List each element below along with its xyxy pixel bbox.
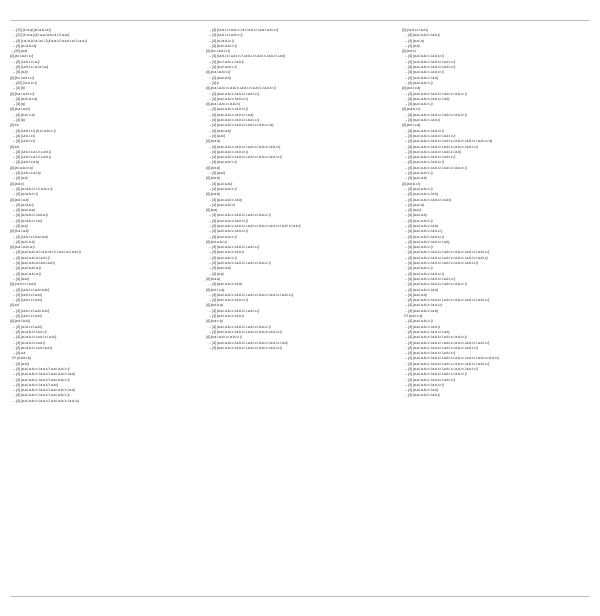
index-entry: → [4] (a.b.l.a.b): [12, 239, 35, 244]
index-entry: → [4] (a.a.l.a.b.i.c.l.a.b.i.c.l): [404, 160, 444, 165]
index-entry: → [4] (a.a.l.a.b): [208, 128, 231, 133]
index-entry: → [4] (a.a.l.a.b.i.c.l.a.b.i.c.l): [404, 234, 444, 239]
index-entry: → [4] (a.a.l.a.b.i.c.l.a.b.i.c.l.a.b.i.c.l): [208, 91, 260, 96]
index-entry: → [4] (a.a.l.a.b): [404, 176, 427, 181]
index-entry: → [4] (a.a.l.a.b.i.c.l.a.b.i.c.l.a.b.i.c.l.a.b.i.c.l.a.b.i.c.l): [404, 367, 479, 371]
index-entry: → [4] (a.a.l.a.b.i.c.l.a.b.i.c.l.a.b.i.c.l): [404, 133, 456, 138]
index-entry: → [4] (a.a.l.a.b.i.c.l.a.b.i.c.l.a.b.i.c.l.a.b.i.c.l.a.b.i.c.l): [208, 329, 283, 334]
index-entry: → [42] (l.a.b.i.c.l): [12, 80, 37, 85]
index-entry: → [4] (a.l.a.b.i.c.l.a.b.i.l): [12, 329, 47, 334]
index-entry: [4] (b.c.l.a.b.i.c.l): [206, 49, 231, 54]
index-entry: → [4] (t.a.l.a.b.l.a.l.a.l.l.l) (t.a.a.l.l.l.a.a.b.i.a.l.l.l.a.a.l): [12, 38, 87, 43]
index-entry: → [4] a: [208, 80, 219, 85]
index-entry: → [4] (a.a.l.a.b.i.c.l.a.b.i.c.l): [208, 298, 248, 303]
index-entry: → [4] (a.a.l.a.b.i.c.l.a.b.i.c.l.a.b): [404, 329, 450, 334]
index-entry: → [4] (b): [12, 86, 25, 91]
index-entry: → [4] (a.a.l.a.b.i.c.l.a.b.i.c.l): [208, 218, 248, 223]
column-2: [206, 28, 389, 351]
index-entry: → [4] (b.c.l.a.b.i.c.l.a.b.l): [208, 59, 244, 64]
index-entry: [4] (b.a.l.a.b.l): [10, 107, 31, 112]
index-entry: → [4] (l.a.b.i.c.l.a.b.i): [12, 292, 43, 297]
index-entry: F2 (a.b.b.i.b): [12, 356, 31, 361]
index-entry: → [4] (a.l.a.b.i): [12, 202, 34, 207]
index-entry: → [4] (a.a.l.a.b): [208, 266, 231, 271]
index-entry: → [4] (a.a.l.a.b.i.c.l.a.b.i.c.l.a.b.i.c.l.a.b.i.c.l.a.b.i.c): [208, 144, 281, 149]
index-entry: → [12] (t.l.a.a) (a.l.a.b.i.a.l): [12, 28, 52, 32]
index-entry: [4] (b.a.l.a.b.i.c.l): [10, 91, 35, 96]
index-entry: → [4] (a.a.l.a.b.i.c.l.a.b.i.c.l.a.b): [404, 239, 450, 244]
index-entry: → [4] (a.a.l.a.b.i.c.l.a.b): [208, 282, 243, 287]
index-entry: [4] (a.a.l.a.b.i.c.l.a.b.i.c.l): [206, 335, 242, 340]
index-entry: [4] (a.b.b): [206, 176, 221, 181]
index-entry: → [4] (a.a.l.a.b.i.c.l.a.b.i.c.l): [404, 128, 444, 133]
index-entry: [4] (a.b.b.i.c): [402, 181, 421, 186]
index-entry: [4] (a.a.c.b): [206, 319, 223, 324]
index-entry: → [4] (a.l.a.b.i.c.l.a.b.i.a.b.i): [12, 345, 53, 350]
index-entry: → [4] (a.a.l.a.b.i.c.l.a.b.i.c): [404, 229, 443, 234]
index-entry: → [4] (a.b.i.a.a): [12, 208, 35, 213]
index-entry: [4] (a.a.l.a.b.i.a.l): [10, 245, 35, 250]
index-entry: → [4] (a.a.l.a.b.i.c.l.a.a.l.l.l.a.a.l.a.b.i.c.l): [12, 393, 70, 398]
index-entry: → [4] (a.a.l.a.b.i.c.l.a.a.l.l.l.a.a.l.a.b.i.c.l.a.b.i.c): [12, 398, 80, 403]
index-entry: → [4] (a.a.l.a.b.i.c.l.a.b): [404, 388, 439, 393]
index-entry: → [4] (a.a.l.a): [404, 202, 424, 207]
index-entry: → [4] (a.l.a.b.i.c.l): [12, 192, 38, 197]
index-entry: [4] (a.b.b): [206, 165, 221, 170]
index-entry: → [4] (a.a.l): [208, 171, 226, 176]
index-entry: [4] (l.a.b.i.c.l.a.b.i): [402, 28, 429, 32]
index-entry: → [4] (a.b): [12, 176, 28, 181]
index-entry: [4] (a.a.l.a.b.i.c.l.a.b.i.c.l.a.b.i.c.l.a.b.i.c.l.a.b.i.c.l): [206, 86, 276, 91]
index-entry: → [4] (a.a.l.a.b.i.c.l.a.b): [208, 197, 243, 202]
index-entry: → [4] (a.a.l.a.b.i.c.l.a.b.i.c.l.a.b.i.c.l.a.b.i.c.l.a.b.i.c.l.a.b.i.c.l): [404, 298, 490, 303]
index-entry: → [4] (a.a.l.a.b.i.c.l.a.b.i.c.l.a.b.i.c.l): [404, 276, 456, 281]
index-entry: → [4] (a.b): [12, 223, 28, 228]
index-entry: → [4] (a.a.l.a.b.i.c.l.a.b.i.c.l.a.b): [208, 112, 254, 117]
index-entry: → [4] (a.a.l.a.b.i.c.l.a.b.i.c.l.a.b.i.c.l.a.b.i.c.l.a.b.i.c.l.a.b.i.c.l.a.b.i): [208, 223, 301, 228]
index-entry: [4] (a.b.i.b.b.l): [10, 319, 31, 324]
index-entry: → [4] (a.a.l.a.b.i.c.l.a.b.i.c.l.a.b.i.c.l.a.b.i.c.l): [404, 335, 467, 340]
index-entry: → [4] (a.a.l.a.b.i.c.l.a.b.i.c.l.a.b.i.c.l.a.b.i.c.l): [404, 282, 467, 287]
index-entry: [4] (b.a.l.a.b): [10, 229, 29, 234]
index-entry: [4] (a.b.i.c.a): [206, 287, 225, 292]
index-entry: → [10] (a.b): [10, 49, 28, 54]
index-entry: → [4] (a.a.l.a.b.i.c.l.a.b.i): [404, 324, 440, 329]
index-entry: → [4] (a.a.l.a.b.i.c.l.a.b.i): [208, 250, 244, 255]
index-entry: → [4] (a.a.l.a.b.i.c.l): [404, 245, 433, 250]
index-entry: → [4] (a.a.l.a.b.i.c.l.a.b.i.c.l): [404, 70, 444, 75]
index-entry: → [4] (a.a): [208, 271, 224, 276]
index-entry: → [4] (l.a.b.i.c.l.b.a.l.a.b): [12, 234, 48, 239]
index-entry: → [4] (l.a.b.i.c.l.a.b.i.a.b.l): [12, 308, 50, 313]
index-entry: → [4] (a.a.l.a.b.i.c.l.a.b.i.c.l.a.b.i.c.l.a.b.i.c.l.a.b.i.c.l): [208, 155, 283, 160]
index-entry: → [4] (a.a.l.a.b.i.c.l.a.b.i.c.l.a.b.i.c.l.a.b.i.c.l.a.b.i.c.l.a.b.i.c): [404, 255, 488, 260]
index-entry: → [4] (a.a.l.a.b.i.c.l.a.b.i.c.l.a.b.i.c.l.a.b.i.c.l): [404, 165, 467, 170]
index-entry: → [4] (a.a.l.a.b.i.c.l.a.b.i.c.l.a.b.i.c.l.a.b.i.c.l): [208, 213, 271, 218]
index-entry: → [4] (a.a.l.a.b.i.c.l.a.b): [404, 75, 439, 80]
index-entry: [4] (a.b.c): [10, 181, 24, 186]
index-entry: → [4] (a.a.l.a.b.i.c.l.a.b.i.c.l): [404, 271, 444, 276]
index-entry: → [4] (a.l.a.b.i.c.l.a.b.i.c.l.a.b.i): [12, 335, 57, 340]
index-entry: → [4] (a.l.b.i.c.l.a.b.i): [12, 324, 43, 329]
index-entry: → [4] (l.a.b.i.c.l) (b.c.l.a.b.i.c.l): [12, 128, 56, 133]
column-3: [402, 28, 585, 399]
index-entry: → [4] (a.a.l.a.b.i.c.l.a.a.l.l.l.a.a.l.a.b.i.c.l): [12, 377, 70, 382]
index-entry: [4] (l.a.b.i.c.l.a.b.i): [10, 282, 37, 287]
index-entry: → [4] (a.l.a.b.i.c.l.a.b.a.l): [12, 213, 48, 218]
index-entry: [4] (a.b.c): [402, 49, 416, 54]
index-entry: → [4] (a.a.l.a.b.i.c.l): [208, 234, 237, 239]
index-entry: [4] (a.a.l.a.b.i.c.l.a.b.i.c): [206, 102, 241, 107]
index-entry: → [4] (a.a.l.a.b.i.a.l): [12, 266, 41, 271]
index-entry: → [4] (a.a.l.a.b.i.c.l.a.b.i.c.l.a.b.i.c.l.a.b.i.c.l.a.b.i.c.l): [404, 345, 479, 350]
index-entry: → [4] (b.a.l.a.b.i.c.l): [208, 65, 237, 70]
index-entry: → [4] (a.a.l.a.b.i.c.l.a.b.i.c.l.a.b.i.c.l.a.b.i.c.l.a.b.i.c.l.a.b.i.c.l): [404, 340, 490, 345]
index-entry: [4] (a.b.a.b.i.c): [206, 239, 228, 244]
index-entry: → [4] (a.a.l.a.b.i.c.l.a.b.i.c.l.a.b.i.c.l.a.b.i.c.l): [208, 261, 271, 266]
index-entry: → [4] (a.a.l.a.b.i.c.l): [404, 102, 433, 107]
index-entry: → [4] (a.a.l.a.b.i.c.l.a.a.l.l.l.a.a.l.a.b.i.c.l.a.b): [12, 388, 76, 393]
index-entry: → [4] (a.a.l.a.b.i.c.l.a.b.i.c.l.a.b.i.c.l): [404, 59, 456, 64]
index-entry: → [4] (a.a.l.a.b.i.c.l): [404, 186, 433, 191]
index-entry: [4] (a.b.b.a): [206, 303, 223, 308]
index-entry: → [4] (a.a.l.a.b.i): [208, 181, 233, 186]
index-entry: → [4] (a.a.l.a.b.i.c.l.a.b.i.c.l.a.b.i.c.l.a.b.i.c.l.a.b.i.c.l.a.b.i.c.l.a): [404, 139, 493, 144]
index-entry: → [4] (a.a.l.a.b.i.c): [208, 202, 235, 207]
index-entry: → [4] (a.a.l.a.b.i.c.l.a.b.i.c.l.a.b.i.c.l.a.b.i.c.l.a.b.i.c.l.a.b): [208, 340, 288, 345]
index-entry: → [4] (l.a.b.i.c.l.a.b.i): [12, 298, 43, 303]
index-entry: → [4] (a.a.l.a.b.i.c.l): [404, 171, 433, 176]
index-entry: [4] a.b: [10, 303, 20, 308]
top-rule: [10, 20, 590, 21]
index-entry: → [4] (a.a.l.a.b.i.a.l.a.b.l.a.b.l): [12, 261, 56, 266]
index-entry: → [4] (a.a.l): [404, 208, 422, 213]
index-entry: → [4] (l.a.b.i.c.l.a.b.i.c.l.a.l.l.a.b.i.c.l.a.a.l.a.b.i.c.l): [208, 28, 279, 32]
document-page: [10, 6, 590, 608]
index-entry: → [4] (a.a.l.a.b.i.c.l.a.b.i.c.l.a.b.i.c.l.a.b.i.c.l): [404, 372, 467, 377]
index-entry: → [4] a.a: [12, 351, 26, 356]
index-entry: → [4] (a.a.l): [208, 133, 226, 138]
index-entry: [4] (a.b.i.c.a): [402, 86, 421, 91]
bottom-rule: [10, 596, 590, 597]
index-entry: [4] (a.a): [206, 208, 218, 213]
index-entry: [4] (a.a.b): [206, 192, 221, 197]
index-entry: → [5] (l.a.b.i.c.l.a.l): [12, 59, 40, 64]
index-entry: → [4] (l.a.b.i.c.l): [12, 139, 36, 144]
index-entry: → [4] (a.a.l.a.b): [404, 292, 427, 297]
index-entry: → [4] (a.a.l.a.b.i.c.l.a.b.i.c.l): [208, 149, 248, 154]
index-entry: → [4] (l.a.b.i.c.a.b): [12, 160, 39, 165]
index-entry: → [4] (a.a.l.a.b.i.c.l.a.b): [404, 223, 439, 228]
index-entry: [4] (b.c.l.a.b.i.c.l): [10, 75, 35, 80]
index-entry: → [4] (a.a.l.a.b.i.c.l.a.b): [404, 287, 439, 292]
index-entry: → [4] (b): [12, 118, 25, 123]
column-1: [10, 28, 193, 404]
index-entry: → [4] (a.a.l.a.b.i.c.l.a.b.i.c.l.a.b.i.c.l.a.b.i.c.l.a.b.i.c.l.a.b.i.c.l.a.b.i.c): [404, 356, 500, 361]
index-entry: → [4] (a.a.l.a.b.i.c.l.a.b.i.c): [404, 303, 443, 308]
index-entry: → [4] (l.a.b.i.c.a.l.l.i.c.a.b.l): [12, 149, 51, 154]
index-entry: → [4] (a.l.a.b.i.c.l): [208, 38, 234, 43]
index-entry: → [4] (l.a.b.i.c.l.a.b.i.a.b.l): [12, 287, 50, 292]
index-entry: → [4] (a.l.a.b.i.c.l.a.l): [12, 218, 43, 223]
index-entry: [4] (a.a.b): [206, 139, 221, 144]
index-entry: [4] a.b: [10, 144, 20, 149]
index-entry: → [4] (a.a.l.a.b.i.c.l.a.b.i.c.l.a.b.i.c.l.a.b): [404, 149, 461, 154]
index-entry: → [4] (a.a.l): [12, 361, 30, 366]
index-entry: → [4] (a.a.l.a.b.i.c.l.a.b.i.c.l.a.b): [404, 96, 450, 101]
index-entry: → [4] (a.a.l.a.b.i.c.l.a.b.i.c.l.a.b.i.c.l): [404, 65, 456, 70]
index-entry: → [4] (a.a.l.a.b.i.c.l): [208, 255, 237, 260]
index-entry: → [4] (a.a.l.a.b.i.c.l.a.b.i.c.l.a.b.i.c.l): [208, 118, 260, 123]
index-entry: → [4] (a.a.l.a.b.i.c.l.a.b.i): [404, 393, 440, 398]
index-entry: → [4] (a.a.l.a.b.i.c.l.a.b.i.c.l.a.b.i.c.l): [404, 155, 456, 160]
index-entry: → [4] (a.a.l.a.b.i.c.l.a.a.l.l.l.a.a.l.a.b.i.c.l.a.b): [12, 372, 76, 377]
index-entry: → [4] (a.a.l.a.b.i.c.l.a.b.i.c.l.a.b.i.c.l): [208, 245, 260, 250]
index-entry: → [4] (a.a.l.a.b.i.c.l.a.b.i.c.l.a.b.i.c.l.a.b.i.c.l.a.b.i.c.l): [404, 261, 479, 266]
index-entry: → [4] (l.a.b.i.c.a.l.b): [12, 171, 41, 176]
index-entry: → [4] (a.a.l.a.b.i.c.l): [208, 160, 237, 165]
index-entry: [4] (a.a.b.i.c): [402, 107, 421, 112]
index-entry: → [4] (a.a.l.a.b): [404, 213, 427, 218]
index-entry: → [4] (a.a.l.a.b.i.c.l): [404, 319, 433, 324]
index-entry: → [4] (l.a.b.i.c.l): [12, 133, 36, 138]
index-entry: → [4] (b.a.l.c.a): [12, 112, 35, 117]
index-entry: [4] (a.b.i.c.a): [402, 123, 421, 128]
index-entry: → [4] (a.a.l.a.b.i.c.l.a.b.i): [404, 118, 440, 123]
index-entry: → [4] (a.a.l.a.b.i.c.l.a.b.i.c.l.a.b.i): [404, 197, 452, 202]
index-entry: → [4] (a.a.l.a.b.i.c.l.a.b.i): [404, 33, 440, 38]
index-entry: → [12] (t.l.a.a.l) (t.l.a.a.l.a.b.i.a.l.l.l.a.a.l): [12, 33, 70, 38]
index-entry: → [4] (a.a.l.a.b.i.c.l.a.a.l.l.l.a.a.l.a.b.i.c.l): [12, 367, 70, 371]
index-entry: → [4] (a.a.l.a.b.i.c.l): [404, 80, 433, 85]
index-entry: → [4] (a.a.l.a.b.i.c.l.a.b.i.c.l): [208, 107, 248, 112]
index-entry: → [4] (a.a.l.a.b.i.c.l): [404, 266, 433, 271]
index-entry: → [5] (a.b): [12, 70, 28, 75]
index-entry: → [4] (a.a.l.a.b.i.c.l): [208, 186, 237, 191]
index-entry: [4] (a.a.l.a.b.i.c.l): [206, 70, 231, 75]
index-entry: [4] (b.i.a.b.i.c.a): [10, 165, 33, 170]
index-entry: → [4] (a.l.a.b.i.a): [12, 43, 37, 48]
index-entry: → [4] (a.a.l.a.b.i.c.l.a.b.i.c.l.a.b.i.c.l.a.b.i.c.l.a.b.i.c.l.a.b.i.c.l): [208, 292, 294, 297]
index-entry: → [4] (a.a.l.a): [404, 38, 424, 43]
index-entry: → [4] (a.a.l.a.b.i.c.l.a.b.i.c.l): [404, 382, 444, 387]
index-entry: → [4] (a.a.l.a.b.i.a.l.a.b.l.l): [12, 255, 50, 260]
index-entry: → [4] (a.a.l.a.b.i.c.l.a.b.i.c.l.a.b.i.c.l.a.b.i.c.l): [208, 324, 271, 329]
index-entry: → [4] (a.a.l.a.b.i.c.l.a.b.i.c.l.a.b.i.c.l.a.b.i.c.l.a.b.i.c.l): [404, 144, 479, 149]
index-entry: → [4] (a.a.l.a.b.i.a.l.l.a.b.i.a.l.l.l.l.a.b.i.a.l.l.a.b.l.l): [12, 250, 81, 255]
index-entry: [4] (a.l.l.a.b.i.c.l): [10, 54, 34, 59]
index-entry: → [4] (a.l.a.b.i.c.l.a.b.i): [12, 340, 45, 345]
index-entry: → [4] (l.a.b.i.c.l.a.b.i): [12, 314, 43, 319]
index-entry: → [4] (l.a.b.i.c.l.a.b.i.c.l): [208, 33, 243, 38]
index-entry: → [4] (a.a.l.a.b.i.c.l.a.b.i.c.l.a.b.i.c.l.a.b.i.c.l): [404, 112, 467, 117]
index-entry: [4] (a.b.l.a.b): [10, 197, 29, 202]
index-entry: → [4] (a.a.l.a.b.i.c.l.a.b): [404, 192, 439, 197]
index-entry: → [4] (l.a.b.i.c.l.a.b.i.c.l.l.l.a.b.i.c.l.a.b.i.c.l.a.b.i.c.l.a.b): [208, 54, 286, 59]
index-entry: → [4] (a.b.l.a.c.b): [12, 96, 38, 101]
index-entry: → [4] (a.a.l.a.b.i.c.l.a.b.i.c.l.a.b.i.c.l): [208, 308, 260, 313]
index-entry: → [4] (a.a.l.a.b.i.c.l.a.b.i.c.l.a.b.i.c.l): [404, 377, 456, 382]
index-entry: → [4] (a.a.l.a.b): [208, 75, 231, 80]
index-entry: → [4] (a.a.l.a.b.i.c.l.a.b.i.c.l): [208, 96, 248, 101]
index-entry: → [4] (a.a.l.a.b.i.c.l.a.b.i.c.l.a.b.i.c.l.a.b.i.c.l.a): [208, 123, 274, 128]
index-entry: → [4] (a.a.l.a.b.i.c.l.a.b.i.c.l.a.b.i.c.l.a.b.i.c.l): [404, 91, 467, 96]
index-entry: → [4] (a.b): [404, 43, 420, 48]
index-entry: → [4] (a.a.l.a.b.i.c.l.a.b): [404, 308, 439, 313]
index-entry: → [4] (a.a.l.a.b.i.c.l.a.b.i.c.l.a.b.i.c.l.a.b.i.c.l.a.b.i.c.l.a.b.i.c.l): [404, 250, 490, 255]
index-entry: [4] b.c: [10, 123, 19, 128]
index-entry: → [4] (a.a.l.a.b.i.c.l.a.b.i.c.l.a.b.i.c.l.a.b.i.c.l.a.b.i.c.l.a.b.i.c.l): [404, 361, 490, 366]
index-entry: → [5] (l.a.b.i.c.l.a.l.a.l.a.l): [12, 65, 49, 70]
index-entry: → [4] (b.a.l.a.b.i.c.l): [208, 43, 237, 48]
index-entry: → [4] (a.a.l.a.b.i.c.l): [404, 218, 433, 223]
index-entry: → [4] (a.a.l.a.b.i.c.l.a.b.i.c.l): [208, 229, 248, 234]
index-entry: → [4] (a): [12, 102, 25, 107]
index-entry: → [4] (a.a.l.a.b.i.c.l.a.b.i.c.l): [404, 54, 444, 59]
index-entry: → [4] (a.l.a.b.i.c.l.l.l.a.b.i.c.l): [12, 186, 53, 191]
index-entry: → [4] (a.a.l.a.b.i.c.l.a.b.i.c.l.a.b.i.c.l): [404, 351, 456, 356]
index-entry: → [4] (a.a.l): [12, 276, 30, 281]
index-entry: → [4] (a.a.l.a.b.i.c.l.a.b.i): [208, 314, 244, 319]
index-entry: → [4] (a.a.l.a.b.i.c.l.a.b.i.c.l.a.b.i.c.l.a.b.i.c.l.a.b.i.c.l): [208, 345, 283, 350]
index-entry: → [4] (l.a.b.i.c.a.l.l.i.c.a.b.l): [12, 155, 51, 160]
index-entry: → [4] (a.a.l.a.b.i.c.l.a.a.l.l.l.a.a.l): [12, 382, 59, 387]
index-entry: → [4] (a.a.l.a.b.i.a.l): [12, 271, 41, 276]
index-entry: [4] (a.a.b): [206, 276, 221, 281]
index-entry: F3 (a.b.i.c.a): [404, 314, 423, 319]
